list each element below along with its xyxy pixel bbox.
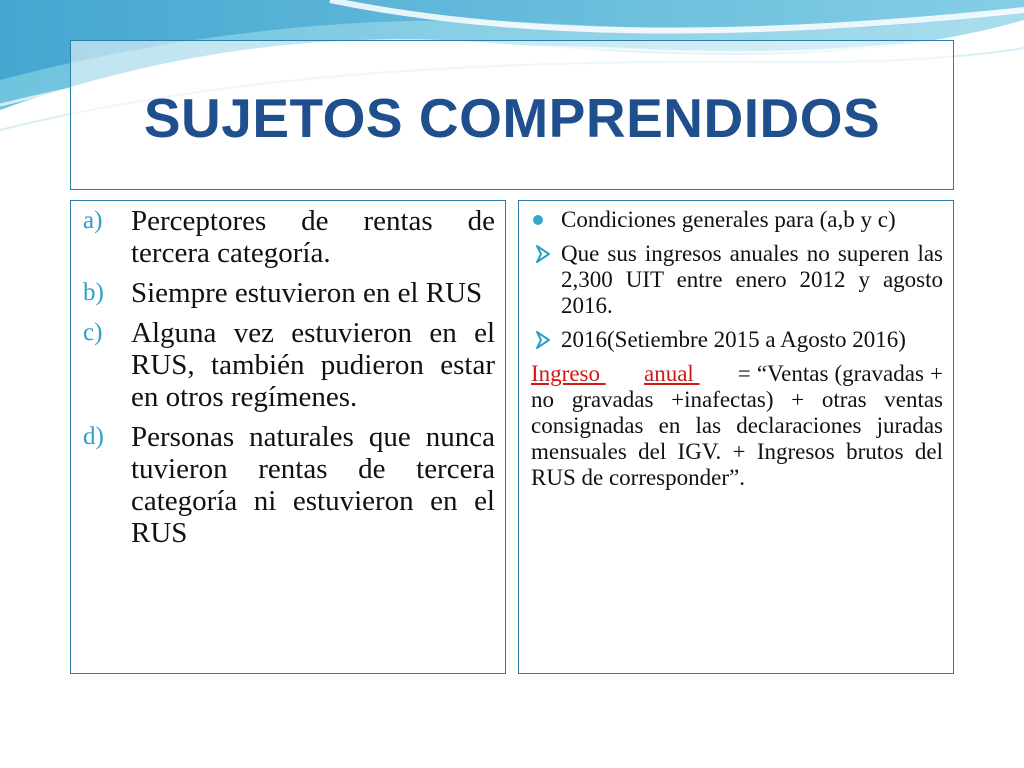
conditions-bullet (531, 207, 943, 233)
definition-term-2: anual (643, 361, 694, 386)
period-bullet (531, 327, 943, 353)
right-column-box (518, 200, 954, 674)
subjects-list (71, 201, 505, 549)
arrow-bullet-icon (533, 241, 557, 267)
income-limit-bullet (531, 241, 943, 319)
list-item (83, 317, 495, 413)
conditions-text: Condiciones generales para (a,b y c) (561, 207, 896, 232)
list-item-text: Perceptores de rentas de tercera categoría. (131, 205, 495, 269)
definition-term-1: Ingreso (531, 361, 600, 386)
list-item (83, 421, 495, 549)
left-column-box (70, 200, 506, 674)
arrow-bullet-icon (533, 327, 557, 353)
annual-income-definition (531, 361, 943, 491)
term-underline-gap (600, 361, 644, 387)
period-text: 2016(Setiembre 2015 a Agosto 2016) (561, 327, 906, 352)
term-underline-gap (694, 361, 738, 387)
list-item-text: Alguna vez estuvieron en el RUS, también pudieron estar en otros regímenes. (131, 317, 495, 413)
list-marker: b) (83, 279, 104, 306)
title-box (70, 40, 954, 190)
list-item-text: Personas naturales que nunca tuvieron rentas de tercera categoría ni estuvieron en el RUS (131, 421, 495, 549)
list-marker: a) (83, 207, 103, 234)
list-item (83, 277, 495, 309)
conditions-content (519, 201, 953, 491)
list-item (83, 205, 495, 269)
list-marker: d) (83, 423, 104, 450)
round-bullet-icon (533, 215, 543, 225)
list-item-text: Siempre estuvieron en el RUS (131, 277, 483, 309)
list-marker: c) (83, 319, 103, 346)
definition-text: = “Ventas (gravadas + no gravadas +inafectas) + otras ventas consignadas en las declaraciones juradas mensuales del IGV. + Ingresos brutos del RUS de corresponder”. (531, 361, 943, 490)
slide-title: SUJETOS COMPRENDIDOS (143, 87, 881, 149)
income-limit-text: Que sus ingresos anuales no superen las 2,300 UIT entre enero 2012 y agosto 2016. (561, 241, 943, 318)
